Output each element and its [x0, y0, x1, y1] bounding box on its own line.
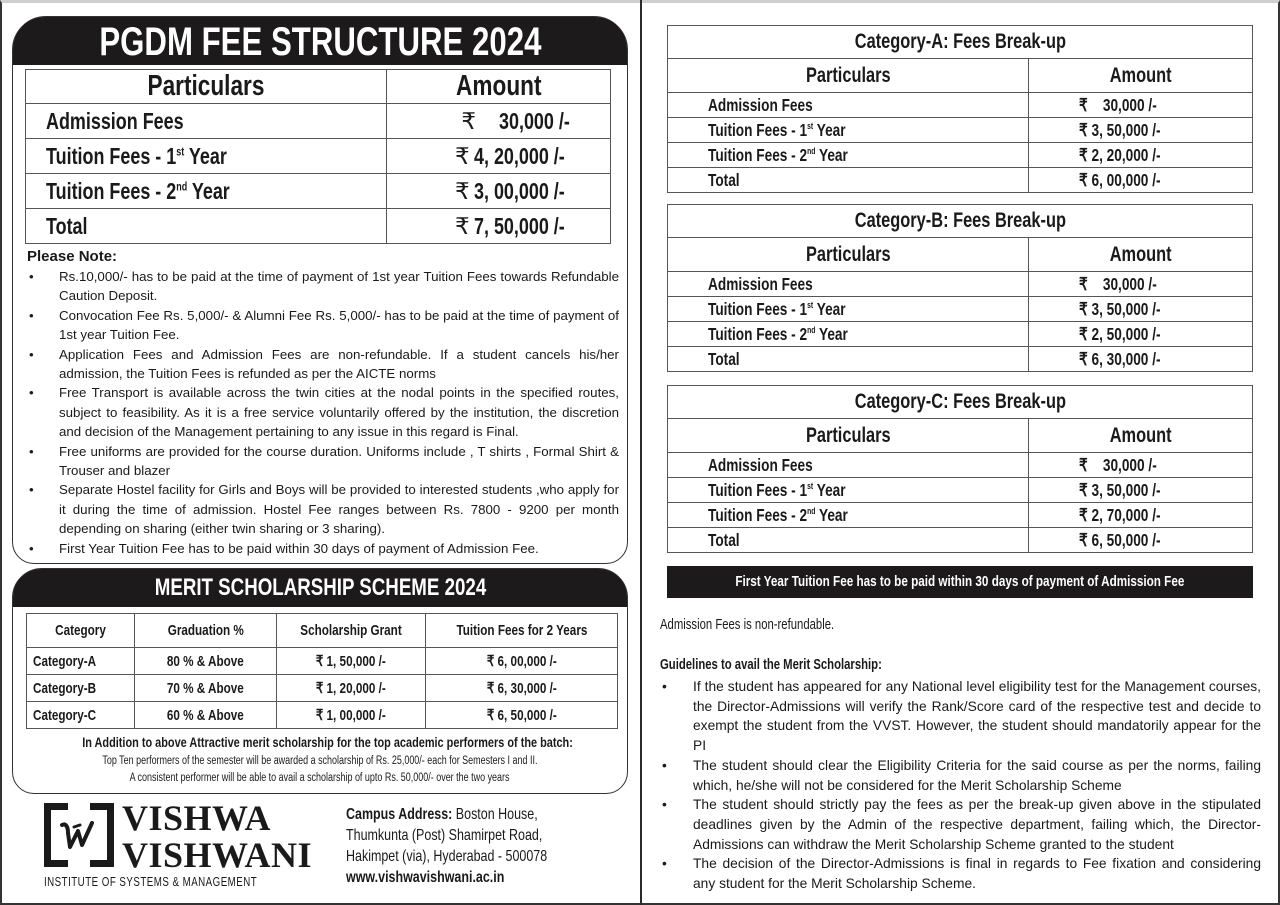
- column-header-particulars: Particulars: [668, 419, 1029, 453]
- row-label: Total: [26, 209, 387, 244]
- note-item: • Free uniforms are provided for the course duration. Uniforms include , T shirts , Formal Shirt & Trouser and blazer: [27, 442, 619, 481]
- guideline-item: • If the student has appeared for any National level eligibility test for the Management courses, the Director-Admissions will verify the Rank/Score card of the respective test and decide to exempt the student from the VVST. However, the student should mandatorily appear for the PI: [660, 677, 1261, 756]
- merit-addition-heading: In Addition to above Attractive merit scholarship for the top academic performers of the batch:: [82, 734, 573, 750]
- institute-name-line2: VISHWANI: [122, 835, 313, 875]
- table-row: [26, 104, 611, 139]
- row-label: Tuition Fees - 2nd Year: [26, 174, 387, 209]
- table-row: [26, 139, 611, 174]
- address-line: Campus Address: Boston House,: [346, 806, 538, 823]
- merit-note-line: Top Ten performers of the semester will be awarded a scholarship of Rs. 25,000/- each for Semesters I and II.: [102, 755, 538, 767]
- website-link[interactable]: www.vishwavishwani.ac.in: [346, 869, 505, 886]
- column-header-particulars: Particulars: [668, 59, 1029, 93]
- cell-graduation: 60 % & Above: [135, 702, 277, 729]
- merit-scholarship-title: MERIT SCHOLARSHIP SCHEME 2024: [13, 569, 627, 607]
- please-note-heading: Please Note:: [27, 248, 118, 265]
- cell-graduation: 80 % & Above: [135, 648, 277, 675]
- category-a-title: Category-A: Fees Break-up: [668, 26, 1253, 59]
- guideline-item: • The student should strictly pay the fees as per the break-up given above in the stipulated deadlines given by the Admin of the respective department, failing which, the Director-Admissions can withdraw the Merit Scholarship Scheme granted to the student: [660, 795, 1261, 854]
- table-header-row: [27, 614, 618, 648]
- column-header-tuition-fees: Tuition Fees for 2 Years: [426, 614, 618, 648]
- row-amount: ₹ 7, 50,000 /-: [387, 209, 611, 244]
- rupee-icon: ₹: [455, 177, 470, 204]
- column-header-category: Category: [27, 614, 135, 648]
- table-row-total: Total ₹ 6, 30,000 /-: [668, 347, 1253, 372]
- guideline-item: • The student should clear the Eligibility Criteria for the said course as per the norms, failing which, he/she will not be considered for the Merit Scholarship Scheme: [660, 756, 1261, 795]
- table-row: [27, 702, 618, 729]
- column-header-particulars: Particulars: [668, 238, 1029, 272]
- column-header-particulars: Particulars: [26, 70, 387, 104]
- non-refundable-note: Admission Fees is non-refundable.: [660, 617, 835, 633]
- category-c-table: [667, 385, 1253, 553]
- fee-structure-table: [25, 69, 611, 244]
- table-header-row: [668, 59, 1253, 93]
- institute-logo-icon: [44, 803, 114, 867]
- table-row: Tuition Fees - 1st Year ₹ 3, 50,000 /-: [668, 118, 1253, 143]
- fee-structure-title: [13, 17, 627, 65]
- cell-category: Category-B: [27, 675, 135, 702]
- cell-graduation: 70 % & Above: [135, 675, 277, 702]
- page-divider: [640, 0, 642, 905]
- table-row: [27, 675, 618, 702]
- table-header-row: [668, 419, 1253, 453]
- guideline-item: • The decision of the Director-Admissions is final in regards to Fee fixation and considering any student for the Merit Scholarship Scheme.: [660, 854, 1261, 893]
- table-row: Tuition Fees - 1st Year ₹ 3, 50,000 /-: [668, 478, 1253, 503]
- cell-category: Category-A: [27, 648, 135, 675]
- address-line: Hakimpet (via), Hyderabad - 500078: [346, 848, 548, 865]
- fee-structure-panel: [12, 16, 628, 564]
- table-row: [27, 648, 618, 675]
- merit-scholarship-table: [26, 613, 618, 729]
- table-row: [26, 174, 611, 209]
- table-row-total: Total ₹ 6, 00,000 /-: [668, 168, 1253, 193]
- cell-grant: ₹ 1, 20,000 /-: [277, 675, 426, 702]
- institute-name-line1: VISHWA: [122, 798, 272, 838]
- guidelines-list: [660, 677, 1261, 894]
- merit-scholarship-panel: [12, 568, 628, 794]
- category-b-table: [667, 204, 1253, 372]
- column-header-amount: Amount: [1029, 419, 1253, 453]
- category-a-table: [667, 25, 1253, 193]
- table-row: Tuition Fees - 2nd Year ₹ 2, 20,000 /-: [668, 143, 1253, 168]
- category-b-title: Category-B: Fees Break-up: [668, 205, 1253, 238]
- institute-tagline: INSTITUTE OF SYSTEMS & MANAGEMENT: [44, 875, 258, 889]
- table-header-row: [26, 70, 611, 104]
- guidelines-heading: Guidelines to avail the Merit Scholarship:: [660, 657, 882, 673]
- table-row-total: [26, 209, 611, 244]
- table-row: Tuition Fees - 2nd Year ₹ 2, 70,000 /-: [668, 503, 1253, 528]
- table-row: Admission Fees ₹ 30,000 /-: [668, 93, 1253, 118]
- campus-address: [346, 804, 604, 888]
- column-header-amount: Amount: [1029, 238, 1253, 272]
- column-header-amount: Amount: [387, 70, 611, 104]
- note-item: • Convocation Fee Rs. 5,000/- & Alumni Fee Rs. 5,000/- has to be paid at the time of payment of 1st year Tuition Fee.: [27, 306, 619, 345]
- note-item: • Separate Hostel facility for Girls and Boys will be provided to interested students ,who apply for it during the time of admission. Hostel Fee ranges between Rs. 7800 - 9200 per month depending on sharing (either twin sharing or 3 sharing).: [27, 480, 619, 538]
- address-line: Thumkunta (Post) Shamirpet Road,: [346, 827, 543, 844]
- rupee-icon: ₹: [461, 107, 477, 134]
- table-row: Tuition Fees - 2nd Year ₹ 2, 50,000 /-: [668, 322, 1253, 347]
- fee-structure-title-text: PGDM FEE STRUCTURE 2024: [98, 20, 542, 64]
- cell-tuition: ₹ 6, 50,000 /-: [426, 702, 618, 729]
- cell-tuition: ₹ 6, 30,000 /-: [426, 675, 618, 702]
- note-item: • Rs.10,000/- has to be paid at the time of payment of 1st year Tuition Fees towards Refundable Caution Deposit.: [27, 267, 619, 306]
- row-amount: ₹ 3, 00,000 /-: [387, 174, 611, 209]
- note-item: • Application Fees and Admission Fees are non-refundable. If a student cancels his/her admission, the Tuition Fees is refunded as per the AICTE norms: [27, 345, 619, 384]
- note-item: • Free Transport is available across the twin cities at the nodal points in the specified routes, subject to feasibility. As it is a free service voluntarily offered by the institution, the discretion and decision of the Management pertaining to any issue in this regard is Final.: [27, 383, 619, 441]
- cell-category: Category-C: [27, 702, 135, 729]
- row-label: Admission Fees: [26, 104, 387, 139]
- column-header-amount: Amount: [1029, 59, 1253, 93]
- table-row: Admission Fees ₹ 30,000 /-: [668, 453, 1253, 478]
- cell-grant: ₹ 1, 00,000 /-: [277, 702, 426, 729]
- cell-tuition: ₹ 6, 00,000 /-: [426, 648, 618, 675]
- please-note-list: [27, 267, 619, 558]
- deadline-banner: First Year Tuition Fee has to be paid within 30 days of payment of Admission Fee: [667, 566, 1253, 598]
- column-header-graduation: Graduation %: [135, 614, 277, 648]
- table-header-row: [668, 238, 1253, 272]
- table-row-total: Total ₹ 6, 50,000 /-: [668, 528, 1253, 553]
- row-label: Tuition Fees - 1st Year: [26, 139, 387, 174]
- rupee-icon: ₹: [455, 142, 470, 169]
- row-amount: ₹ 30,000 /-: [387, 104, 611, 139]
- table-row: Admission Fees ₹ 30,000 /-: [668, 272, 1253, 297]
- category-c-title: Category-C: Fees Break-up: [668, 386, 1253, 419]
- rupee-icon: ₹: [455, 212, 470, 239]
- merit-note-line: A consistent performer will be able to avail a scholarship of upto Rs. 50,000/- over the two years: [130, 772, 510, 784]
- cell-grant: ₹ 1, 50,000 /-: [277, 648, 426, 675]
- note-item: • First Year Tuition Fee has to be paid within 30 days of payment of Admission Fee.: [27, 539, 619, 558]
- row-amount: ₹ 4, 20,000 /-: [387, 139, 611, 174]
- table-row: Tuition Fees - 1st Year ₹ 3, 50,000 /-: [668, 297, 1253, 322]
- column-header-scholarship-grant: Scholarship Grant: [277, 614, 426, 648]
